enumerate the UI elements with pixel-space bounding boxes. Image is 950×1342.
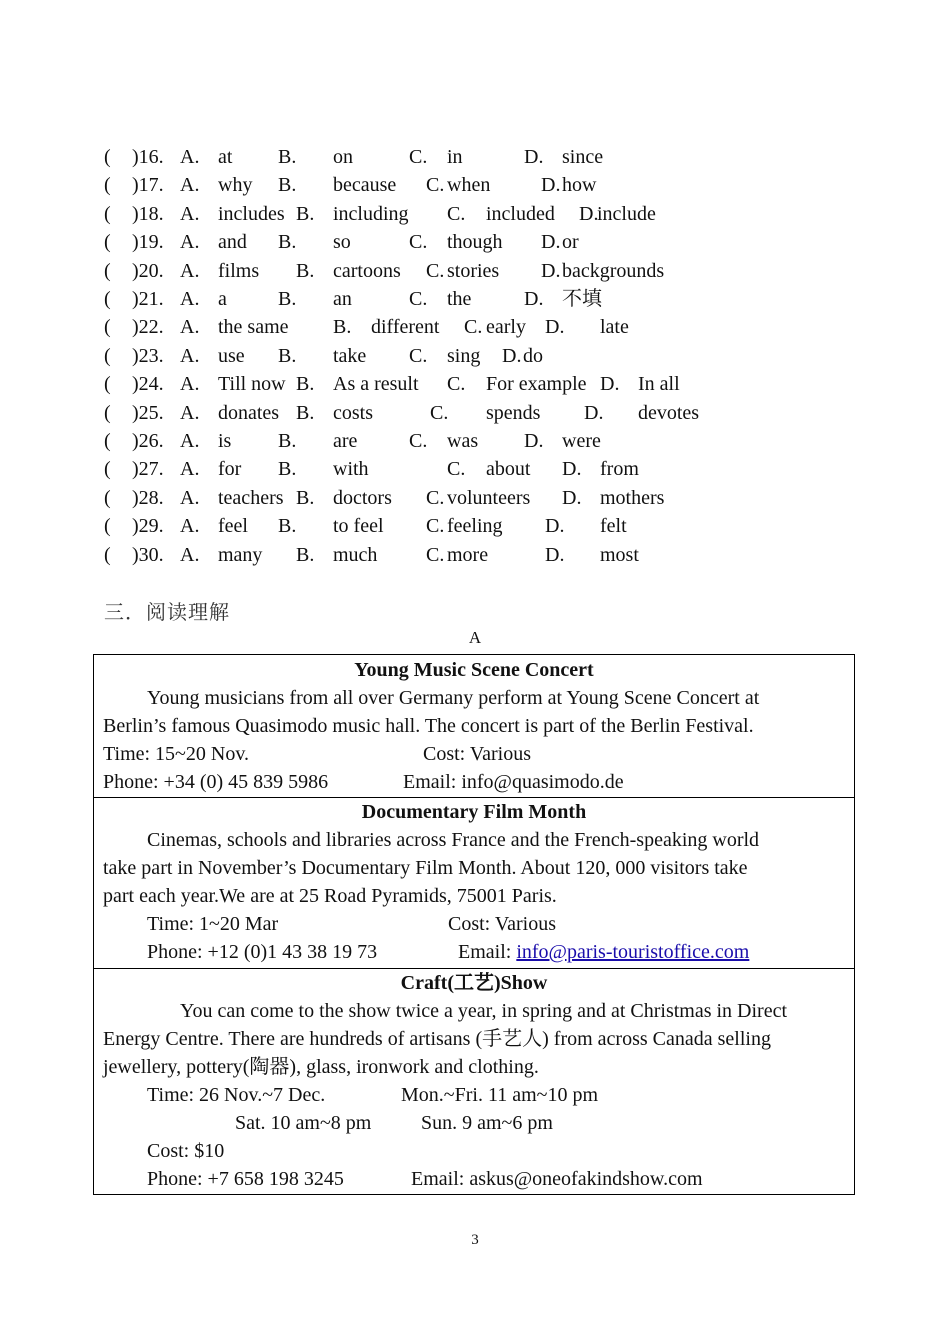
option-c: feeling <box>447 515 503 538</box>
option-a: includes <box>218 202 285 225</box>
option-c-label: C. <box>409 430 428 452</box>
option-b: much <box>333 543 378 566</box>
answer-blank: ( <box>104 401 111 424</box>
option-c: about <box>486 458 531 481</box>
film-email <box>458 938 749 966</box>
option-d-label: D. <box>524 146 544 168</box>
option-a-label: A. <box>180 231 200 254</box>
option-d: 不填 <box>562 288 602 310</box>
option-b-label: B. <box>296 543 315 566</box>
option-a-label: A. <box>180 458 200 481</box>
option-c: though <box>447 231 503 254</box>
option-d-label: D. <box>541 174 561 197</box>
answer-blank: ( <box>104 146 111 168</box>
concert-ad <box>94 655 854 798</box>
option-a: Till now <box>218 373 286 396</box>
option-b-label: B. <box>296 259 315 282</box>
option-a: at <box>218 146 233 168</box>
option-b-label: B. <box>333 316 352 339</box>
option-c: volunteers <box>447 486 531 509</box>
concert-cost: Cost: Various <box>423 743 531 765</box>
option-a-label: A. <box>180 146 200 168</box>
question-number: )18. <box>132 202 164 225</box>
option-c-label: C. <box>409 344 428 367</box>
craft-title: Craft(工艺)Show <box>400 972 548 994</box>
option-c: when <box>447 174 491 197</box>
option-c-label: C. <box>409 146 428 168</box>
answer-blank: ( <box>104 231 111 254</box>
option-d: how <box>562 174 597 197</box>
option-d-label: D. <box>524 430 544 452</box>
concert-text-line: Berlin’s famous Quasimodo music hall. The concert is part of the Berlin Festival. <box>103 715 754 737</box>
option-d-label: D. <box>545 515 565 538</box>
craft-sunday-hours: Sun. 9 am~6 pm <box>421 1112 553 1134</box>
concert-text-line: Young musicians from all over Germany perform at Young Scene Concert at <box>147 687 760 709</box>
craft-ad <box>94 969 854 1194</box>
option-a: and <box>218 231 247 254</box>
option-c-label: C. <box>409 231 428 254</box>
option-a-label: A. <box>180 174 200 197</box>
question-number: )21. <box>132 288 164 310</box>
option-d: mothers <box>600 486 665 509</box>
film-cost: Cost: Various <box>448 913 556 935</box>
option-d-label: D. <box>545 316 565 339</box>
film-ad <box>94 798 854 969</box>
question-number: )20. <box>132 259 164 282</box>
option-d: do <box>523 344 543 367</box>
option-a: the same <box>218 316 289 339</box>
craft-phone: Phone: +7 658 198 3245 <box>147 1168 344 1190</box>
question-number: )24. <box>132 373 164 396</box>
option-d: since <box>562 146 604 168</box>
option-b: including <box>333 202 409 225</box>
option-c-label: C. <box>464 316 483 339</box>
film-time: Time: 1~20 Mar <box>147 913 279 935</box>
option-b: As a result <box>333 373 419 396</box>
option-b-label: B. <box>278 231 297 254</box>
question-number: )26. <box>132 430 164 452</box>
ad-table <box>93 654 855 1195</box>
film-email-label: Email: <box>458 941 517 963</box>
option-a: why <box>218 174 253 197</box>
option-b-label: B. <box>296 202 315 225</box>
option-c: For example <box>486 373 587 396</box>
option-d: In all <box>638 373 680 396</box>
option-b: because <box>333 174 397 197</box>
answer-blank: ( <box>104 202 111 225</box>
option-b: with <box>333 458 369 481</box>
option-a-label: A. <box>180 543 200 566</box>
page-number: 3 <box>471 1232 479 1248</box>
option-c-label: C. <box>426 259 445 282</box>
option-d: or <box>562 231 579 254</box>
option-c-label: C. <box>426 174 445 197</box>
question-number: )16. <box>132 146 164 168</box>
option-b-label: B. <box>296 486 315 509</box>
option-b-label: B. <box>278 430 297 452</box>
option-a: for <box>218 458 242 481</box>
option-c: stories <box>447 259 500 282</box>
option-c: spends <box>486 401 541 424</box>
option-c: was <box>447 430 479 452</box>
option-a-label: A. <box>180 202 200 225</box>
option-a: donates <box>218 401 280 424</box>
question-number: )22. <box>132 316 164 339</box>
option-b-label: B. <box>296 373 315 396</box>
craft-text-line: Energy Centre. There are hundreds of artisans (手艺人) from across Canada selling <box>103 1028 771 1050</box>
option-d-label: D. <box>541 231 561 254</box>
part-label: A <box>468 628 482 647</box>
option-d-label: D. <box>579 202 599 225</box>
option-b: take <box>333 344 367 367</box>
option-b: doctors <box>333 486 392 509</box>
option-b: are <box>333 430 358 452</box>
option-a-label: A. <box>180 373 200 396</box>
question-number: )23. <box>132 344 164 367</box>
option-b-label: B. <box>278 146 297 168</box>
option-b: so <box>333 231 351 254</box>
answer-blank: ( <box>104 316 111 339</box>
question-number: )19. <box>132 231 164 254</box>
film-text-line: Cinemas, schools and libraries across France and the French-speaking world <box>147 829 760 851</box>
option-c-label: C. <box>426 515 445 538</box>
option-c: included <box>486 202 555 225</box>
option-d-label: D. <box>502 344 522 367</box>
option-a: use <box>218 344 245 367</box>
option-d: late <box>600 316 629 339</box>
option-c-label: C. <box>409 288 428 310</box>
section-heading: 三．阅读理解 <box>104 600 230 624</box>
option-d-label: D. <box>541 259 561 282</box>
option-a: teachers <box>218 486 284 509</box>
option-c-label: C. <box>430 401 449 424</box>
option-a: is <box>218 430 232 452</box>
answer-blank: ( <box>104 486 111 509</box>
concert-phone: Phone: +34 (0) 45 839 5986 <box>103 771 329 793</box>
craft-time: Time: 26 Nov.~7 Dec. <box>147 1084 326 1106</box>
film-text-line: part each year.We are at 25 Road Pyramids, 75001 Paris. <box>103 885 557 907</box>
option-b-label: B. <box>296 401 315 424</box>
option-d: backgrounds <box>562 259 665 282</box>
option-b-label: B. <box>278 288 297 310</box>
option-c-label: C. <box>447 373 466 396</box>
craft-cost: Cost: $10 <box>147 1140 225 1162</box>
concert-email: Email: info@quasimodo.de <box>403 771 624 793</box>
option-c-label: C. <box>426 543 445 566</box>
option-a-label: A. <box>180 288 200 310</box>
option-c: sing <box>447 344 481 367</box>
option-c: the <box>447 288 472 310</box>
option-a: many <box>218 543 263 566</box>
film-title: Documentary Film Month <box>361 801 587 823</box>
craft-email: Email: askus@oneofakindshow.com <box>411 1168 703 1190</box>
option-d: devotes <box>638 401 700 424</box>
question-number: )17. <box>132 174 164 197</box>
option-a: feel <box>218 515 248 538</box>
option-a-label: A. <box>180 430 200 452</box>
option-a-label: A. <box>180 259 200 282</box>
option-a-label: A. <box>180 344 200 367</box>
option-b: costs <box>333 401 373 424</box>
question-number: )25. <box>132 401 164 424</box>
film-phone: Phone: +12 (0)1 43 38 19 73 <box>147 941 378 963</box>
option-d: felt <box>600 515 627 538</box>
option-d: were <box>562 430 601 452</box>
craft-weekday-hours: Mon.~Fri. 11 am~10 pm <box>401 1084 599 1106</box>
option-c-label: C. <box>426 486 445 509</box>
question-number: )30. <box>132 543 164 566</box>
option-c-label: C. <box>447 458 466 481</box>
option-b-label: B. <box>278 174 297 197</box>
option-d-label: D. <box>545 543 565 566</box>
option-d: from <box>600 458 639 481</box>
answer-blank: ( <box>104 259 111 282</box>
option-b: cartoons <box>333 259 401 282</box>
option-c: more <box>447 543 489 566</box>
film-text-line: take part in November’s Documentary Film Month. About 120, 000 visitors take <box>103 857 748 879</box>
concert-title: Young Music Scene Concert <box>354 659 594 681</box>
answer-blank: ( <box>104 174 111 197</box>
option-b: to feel <box>333 515 384 538</box>
option-a: a <box>218 288 227 310</box>
film-email-link[interactable]: info@paris-touristoffice.com <box>516 941 750 963</box>
option-b-label: B. <box>278 344 297 367</box>
option-a-label: A. <box>180 515 200 538</box>
option-a: films <box>218 259 260 282</box>
answer-blank: ( <box>104 430 111 452</box>
option-b: on <box>333 146 353 168</box>
question-number: )27. <box>132 458 164 481</box>
answer-blank: ( <box>104 458 111 481</box>
answer-blank: ( <box>104 344 111 367</box>
option-d-label: D. <box>584 401 604 424</box>
answer-blank: ( <box>104 515 111 538</box>
option-b: an <box>333 288 352 310</box>
option-c-label: C. <box>447 202 466 225</box>
option-d-label: D. <box>524 288 544 310</box>
answer-blank: ( <box>104 543 111 566</box>
question-number: )29. <box>132 515 164 538</box>
craft-saturday-hours: Sat. 10 am~8 pm <box>235 1112 372 1134</box>
option-a-label: A. <box>180 316 200 339</box>
option-d: include <box>597 202 656 225</box>
option-a-label: A. <box>180 486 200 509</box>
craft-text-line: You can come to the show twice a year, in spring and at Christmas in Direct <box>180 1000 788 1022</box>
question-number: )28. <box>132 486 164 509</box>
option-c: early <box>486 316 526 339</box>
option-b-label: B. <box>278 515 297 538</box>
option-d: most <box>600 543 639 566</box>
option-d-label: D. <box>562 458 582 481</box>
answer-blank: ( <box>104 288 111 310</box>
answer-blank: ( <box>104 373 111 396</box>
option-b-label: B. <box>278 458 297 481</box>
option-a-label: A. <box>180 401 200 424</box>
concert-time: Time: 15~20 Nov. <box>103 743 250 765</box>
option-d-label: D. <box>562 486 582 509</box>
craft-text-line: jewellery, pottery(陶器), glass, ironwork and clothing. <box>103 1056 539 1078</box>
option-c: in <box>447 146 463 168</box>
option-d-label: D. <box>600 373 620 396</box>
option-b: different <box>371 316 440 339</box>
